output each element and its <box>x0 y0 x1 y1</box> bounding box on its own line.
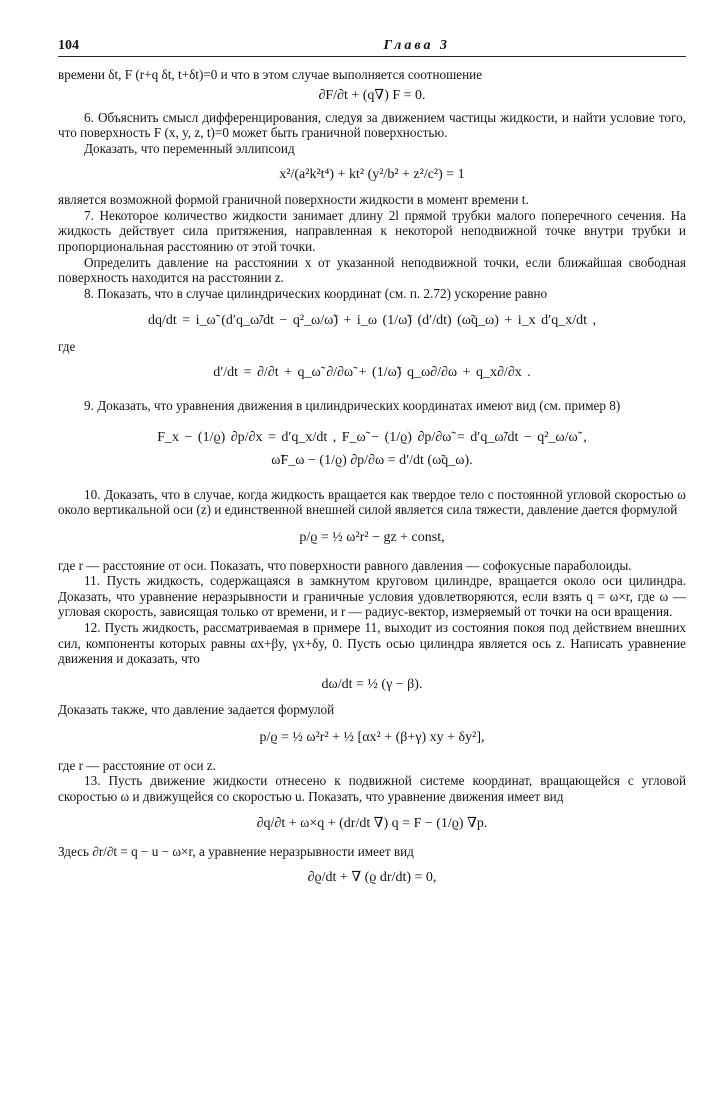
problem-12-where: где r — расстояние от оси z. <box>58 757 216 773</box>
equation-motion-1: F_x − (1/ϱ) ∂p/∂x = d′q_x/dt , F_ω̃ − (1/ϱ) ∂p/∂ω̃ = d′q_ω̃/dt − q²_ω/ω̃ , <box>157 429 587 445</box>
problem-10-conclusion: где r — расстояние от оси. Показать, что поверхности равного давления — софокусные параболоиды. <box>58 557 632 573</box>
problem-7-text: 7. Некоторое количество жидкости занимает длину 2l прямой трубки малого поперечного сечения. На жидкость действует сила притяжения, направленная к некоторой неподвижной точке внутри трубки и пропорциональная расстоянию от этой точки. <box>58 207 686 254</box>
problem-9-text: 9. Доказать, что уравнения движения в цилиндрических координатах имеют вид (см. пример 8) <box>84 398 621 414</box>
running-head <box>58 38 686 57</box>
problem-8-text: 8. Показать, что в случае цилиндрических координат (см. п. 2.72) ускорение равно <box>84 285 548 301</box>
equation-continuity: ∂ϱ/dt + ∇ (ϱ dr/dt) = 0, <box>307 869 437 885</box>
equation-moving-frame: ∂q/∂t + ω×q + (dr/dt ∇) q = F − (1/ϱ) ∇p. <box>256 816 488 832</box>
problem-7-question: Определить давление на расстоянии x от указанной неподвижной точки, если ближайшая свободная поверхность находится на расстоянии z. <box>58 254 686 286</box>
paragraph-continuation: времени δt, F (r+q δt, t+δt)=0 и что в этом случае выполняется соотношение <box>58 66 483 82</box>
problem-13-text: 13. Пусть движение жидкости отнесено к подвижной системе координат, вращающейся с угловой скоростью ω и движущейся со скоростью u. Показать, что уравнение движения имеет вид <box>58 773 686 804</box>
equation-pressure-2: p/ϱ = ½ ω²r² + ½ [αx² + (β+γ) xy + δy²], <box>259 730 485 745</box>
problem-6-text: 6. Объяснить смысл дифференцирования, следуя за движением частицы жидкости, и найти условие того, что поверхность F (x, y, z, t)=0 может быть граничной поверхностью. <box>58 109 686 141</box>
problem-12-prove: Доказать также, что давление задается формулой <box>58 702 335 718</box>
page-number: 104 <box>58 38 79 53</box>
where-label: где <box>58 338 76 354</box>
equation-1: ∂F/∂t + (q∇) F = 0. <box>318 88 426 104</box>
problem-11-text: 11. Пусть жидкость, содержащаяся в замкнутом круговом цилиндре, вращается около оси цилиндра. Доказать, что уравнение неразрывности и граничные условия удовлетворяются, если взять q = ω×r, где ω — угловая скорость, зависящая только от времени, и r — радиус-вектор, измеряемый от точки на оси вращения. <box>58 573 686 620</box>
equation-ellipsoid: x²/(a²k²t⁴) + kt² (y²/b² + z²/c²) = 1 <box>279 166 465 182</box>
equation-pressure-1: p/ϱ = ½ ω²r² − gz + const, <box>299 530 445 546</box>
problem-10-text: 10. Доказать, что в случае, когда жидкость вращается как твердое тело с постоянной угловой скоростью ω около вертикальной оси (z) и единственной внешней силой является сила тяжести, давление дается формулой <box>58 486 686 518</box>
equation-derivative: d′/dt = ∂/∂t + q_ω̃ ∂/∂ω̃ + (1/ω̃) q_ω∂/∂ω + q_x∂/∂x . <box>213 364 531 380</box>
equation-acceleration: dq/dt = i_ω̃ (d′q_ω̃/dt − q²_ω/ω̃) + i_ω (1/ω̃) (d′/dt) (ω̃q_ω) + i_x d′q_x/dt , <box>147 313 597 329</box>
chapter-title: Глава 3 <box>383 38 450 53</box>
problem-6-prove: Доказать, что переменный эллипсоид <box>84 140 295 156</box>
equation-omega: dω/dt = ½ (γ − β). <box>321 676 423 692</box>
problem-6-conclusion: является возможной формой граничной поверхности жидкости в момент времени t. <box>58 192 529 208</box>
problem-12-text: 12. Пусть жидкость, рассматриваемая в примере 11, выходит из состояния покоя под действием внешних сил, компоненты которых равны αx+βy, γx+δy, 0. Пусть осью цилиндра является ось z. Написать уравнение движения и доказать, что <box>58 620 686 667</box>
problem-13-continuity: Здесь ∂r/∂t = q − u − ω×r, а уравнение неразрывности имеет вид <box>58 843 414 859</box>
equation-motion-2: ω̃F_ω − (1/ϱ) ∂p/∂ω = d′/dt (ω̃q_ω). <box>271 453 473 469</box>
